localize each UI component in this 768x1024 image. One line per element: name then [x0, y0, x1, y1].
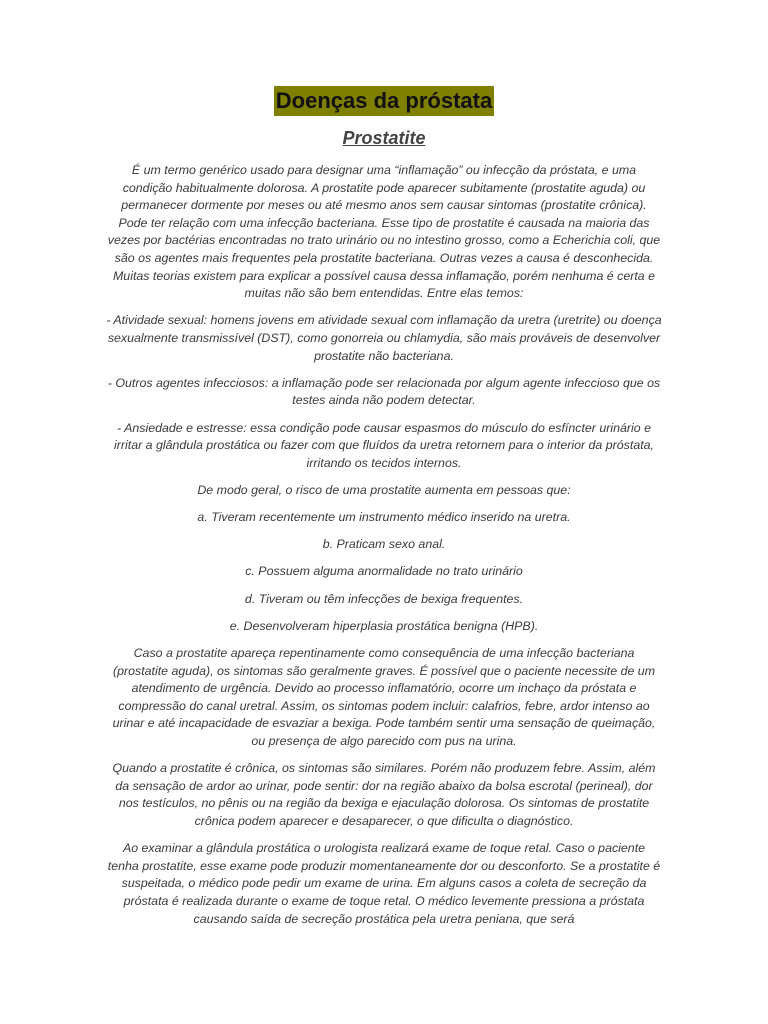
list-item-b: b. Praticam sexo anal.: [322, 537, 446, 552]
paragraph-anxiety-stress: - Ansiedade e estresse: essa condição pode causar espasmos do músculo do esfíncter urinário e irritar a glândula prostática ou fazer com que fluídos da uretra retornem para o interior da próstata, irritando os tecidos internos.: [114, 420, 654, 470]
document-body: [106, 162, 662, 938]
section-heading: Prostatite: [342, 128, 426, 148]
subtitle-container: [0, 128, 768, 149]
paragraph-chronic-symptoms: Quando a prostatite é crônica, os sintomas são similares. Porém não produzem febre. Assim, além da sensação de ardor ao urinar, pode sentir: dor na região abaixo da bolsa escrotal (perineal), dor nos testículos, no pênis ou na região da bexiga e ejaculação dolorosa. Os sintomas de prostatite crônica podem aparecer e desaparecer, o que dificulta o diagnóstico.: [112, 761, 656, 828]
paragraph-risk-intro: De modo geral, o risco de uma prostatite aumenta em pessoas que:: [197, 482, 571, 497]
list-item-c: c. Possuem alguma anormalidade no trato urinário: [245, 564, 523, 579]
list-item-a: a. Tiveram recentemente um instrumento médico inserido na uretra.: [197, 510, 571, 525]
paragraph-intro: É um termo genérico usado para designar uma “inflamação” ou infecção da próstata, e uma condição habitualmente dolorosa. A prostatite pode aparecer subitamente (prostatite aguda) ou permanecer dormente por meses ou até mesmo anos sem causar sintomas (prostatite crônica). Pode ter relação com uma infecção bacteriana. Esse tipo de prostatite é causada na maioria das vezes por bactérias encontradas no trato urinário ou no intestino grosso, como a Echerichia coli, que são os agentes mais frequentes pela prostatite bacteriana. Outras vezes a causa é desconhecida. Muitas teorias existem para explicar a possível causa dessa inflamação, porém nenhuma é certa e muitas não são bem entendidas. Entre elas temos:: [107, 163, 661, 301]
list-item-e: e. Desenvolveram hiperplasia prostática benigna (HPB).: [229, 618, 539, 633]
paragraph-acute-symptoms: Caso a prostatite apareça repentinamente como consequência de uma infecção bacteriana (prostatite aguda), os sintomas são geralmente graves. É possível que o paciente necessite de um atendimento de urgência. Devido ao processo inflamatório, ocorre um inchaço da próstata e compressão do canal uretral. Assim, os sintomas podem incluir: calafrios, febre, ardor intenso ao urinar e até incapacidade de esvaziar a bexiga. Pode também sentir uma sensação de queimação, ou presença de algo parecido com pus na urina.: [112, 646, 656, 748]
paragraph-examination: Ao examinar a glândula prostática o urologista realizará exame de toque retal. Caso o paciente tenha prostatite, esse exame pode produzir momentaneamente dor ou desconforto. Se a prostatite é suspeitada, o médico pode pedir um exame de urina. Em alguns casos a coleta de secreção da próstata é realizada durante o exame de toque retal. O médico levemente pressiona a próstata causando saída de secreção prostática pela uretra peniana, que será: [107, 841, 661, 926]
paragraph-infectious-agents: - Outros agentes infecciosos: a inflamação pode ser relacionada por algum agente infeccioso que os testes ainda não podem detectar.: [107, 375, 661, 408]
title-container: [0, 86, 768, 116]
document-title: Doenças da próstata: [274, 86, 494, 116]
paragraph-sexual-activity: - Atividade sexual: homens jovens em atividade sexual com inflamação da uretra (uretrite) ou doença sexualmente transmissível (DST), como gonorreia ou chlamydia, são mais prováveis de desenvolver prostatite não bacteriana.: [106, 313, 662, 363]
list-item-d: d. Tiveram ou têm infecções de bexiga frequentes.: [244, 591, 524, 606]
